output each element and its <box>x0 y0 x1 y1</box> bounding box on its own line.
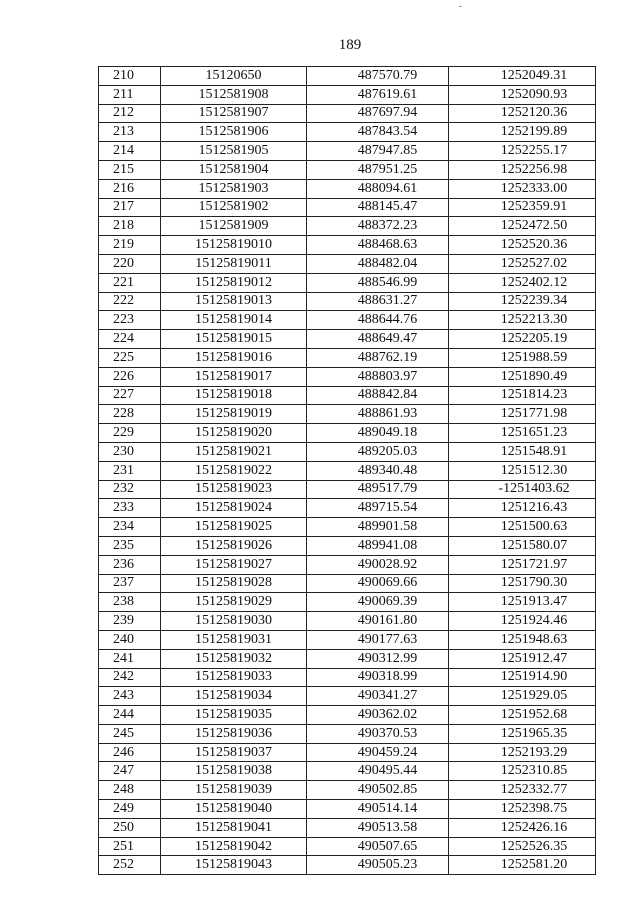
y-coordinate-cell: 1252520.36 <box>449 236 596 255</box>
point-id-cell: 15125819016 <box>161 348 307 367</box>
point-id-cell: 15125819017 <box>161 367 307 386</box>
y-coordinate-cell: 1251548.91 <box>449 442 596 461</box>
row-number-cell: 223 <box>99 311 161 330</box>
row-number-cell: 247 <box>99 762 161 781</box>
point-id-cell: 15125819029 <box>161 593 307 612</box>
x-coordinate-cell: 490495.44 <box>307 762 449 781</box>
row-number-cell: 236 <box>99 555 161 574</box>
point-id-cell: 15125819013 <box>161 292 307 311</box>
table-row <box>99 818 596 837</box>
row-number-cell: 243 <box>99 687 161 706</box>
y-coordinate-cell: 1252526.35 <box>449 837 596 856</box>
table-row <box>99 424 596 443</box>
table-row <box>99 781 596 800</box>
row-number-cell: 227 <box>99 386 161 405</box>
y-coordinate-cell: 1252090.93 <box>449 85 596 104</box>
x-coordinate-cell: 488372.23 <box>307 217 449 236</box>
row-number-cell: 244 <box>99 706 161 725</box>
point-id-cell: 15120650 <box>161 67 307 86</box>
x-coordinate-cell: 490502.85 <box>307 781 449 800</box>
point-id-cell: 15125819015 <box>161 330 307 349</box>
x-coordinate-cell: 489340.48 <box>307 461 449 480</box>
x-coordinate-cell: 490341.27 <box>307 687 449 706</box>
y-coordinate-cell: 1251948.63 <box>449 630 596 649</box>
y-coordinate-cell: 1252205.19 <box>449 330 596 349</box>
point-id-cell: 15125819041 <box>161 818 307 837</box>
y-coordinate-cell: 1251216.43 <box>449 499 596 518</box>
row-number-cell: 219 <box>99 236 161 255</box>
x-coordinate-cell: 490318.99 <box>307 668 449 687</box>
point-id-cell: 15125819037 <box>161 743 307 762</box>
point-id-cell: 15125819019 <box>161 405 307 424</box>
row-number-cell: 245 <box>99 724 161 743</box>
y-coordinate-cell: 1252120.36 <box>449 104 596 123</box>
point-id-cell: 1512581906 <box>161 123 307 142</box>
x-coordinate-cell: 490177.63 <box>307 630 449 649</box>
point-id-cell: 15125819028 <box>161 574 307 593</box>
scan-artifact <box>459 6 462 7</box>
y-coordinate-cell: 1252398.75 <box>449 800 596 819</box>
table-row <box>99 499 596 518</box>
row-number-cell: 211 <box>99 85 161 104</box>
x-coordinate-cell: 488861.93 <box>307 405 449 424</box>
table-row <box>99 386 596 405</box>
table-row <box>99 706 596 725</box>
table-row <box>99 67 596 86</box>
row-number-cell: 212 <box>99 104 161 123</box>
point-id-cell: 15125819014 <box>161 311 307 330</box>
x-coordinate-cell: 489715.54 <box>307 499 449 518</box>
y-coordinate-cell: 1251929.05 <box>449 687 596 706</box>
x-coordinate-cell: 490507.65 <box>307 837 449 856</box>
table-row <box>99 254 596 273</box>
table-row <box>99 518 596 537</box>
row-number-cell: 240 <box>99 630 161 649</box>
point-id-cell: 15125819024 <box>161 499 307 518</box>
table-row <box>99 442 596 461</box>
point-id-cell: 15125819011 <box>161 254 307 273</box>
table-row <box>99 480 596 499</box>
row-number-cell: 230 <box>99 442 161 461</box>
row-number-cell: 250 <box>99 818 161 837</box>
row-number-cell: 235 <box>99 536 161 555</box>
row-number-cell: 237 <box>99 574 161 593</box>
table-row <box>99 630 596 649</box>
table-row <box>99 837 596 856</box>
table-row <box>99 574 596 593</box>
y-coordinate-cell: 1251512.30 <box>449 461 596 480</box>
point-id-cell: 15125819035 <box>161 706 307 725</box>
x-coordinate-cell: 489517.79 <box>307 480 449 499</box>
point-id-cell: 1512581905 <box>161 142 307 161</box>
x-coordinate-cell: 489049.18 <box>307 424 449 443</box>
y-coordinate-cell: 1251965.35 <box>449 724 596 743</box>
table-row <box>99 273 596 292</box>
y-coordinate-cell: 1251790.30 <box>449 574 596 593</box>
point-id-cell: 15125819033 <box>161 668 307 687</box>
point-id-cell: 1512581909 <box>161 217 307 236</box>
row-number-cell: 241 <box>99 649 161 668</box>
table-row <box>99 405 596 424</box>
row-number-cell: 238 <box>99 593 161 612</box>
y-coordinate-cell: 1251988.59 <box>449 348 596 367</box>
table-row <box>99 104 596 123</box>
point-id-cell: 15125819010 <box>161 236 307 255</box>
x-coordinate-cell: 489205.03 <box>307 442 449 461</box>
table-row <box>99 292 596 311</box>
row-number-cell: 246 <box>99 743 161 762</box>
point-id-cell: 15125819020 <box>161 424 307 443</box>
x-coordinate-cell: 487951.25 <box>307 160 449 179</box>
point-id-cell: 1512581908 <box>161 85 307 104</box>
point-id-cell: 15125819043 <box>161 856 307 875</box>
y-coordinate-cell: 1252199.89 <box>449 123 596 142</box>
point-id-cell: 15125819039 <box>161 781 307 800</box>
y-coordinate-cell: 1252256.98 <box>449 160 596 179</box>
x-coordinate-cell: 490312.99 <box>307 649 449 668</box>
y-coordinate-cell: 1252239.34 <box>449 292 596 311</box>
x-coordinate-cell: 490069.39 <box>307 593 449 612</box>
row-number-cell: 239 <box>99 612 161 631</box>
y-coordinate-cell: 1251580.07 <box>449 536 596 555</box>
x-coordinate-cell: 487947.85 <box>307 142 449 161</box>
row-number-cell: 225 <box>99 348 161 367</box>
y-coordinate-cell: 1251952.68 <box>449 706 596 725</box>
row-number-cell: 231 <box>99 461 161 480</box>
point-id-cell: 15125819018 <box>161 386 307 405</box>
point-id-cell: 15125819040 <box>161 800 307 819</box>
row-number-cell: 234 <box>99 518 161 537</box>
x-coordinate-cell: 488803.97 <box>307 367 449 386</box>
x-coordinate-cell: 487570.79 <box>307 67 449 86</box>
x-coordinate-cell: 490362.02 <box>307 706 449 725</box>
y-coordinate-cell: 1251924.46 <box>449 612 596 631</box>
y-coordinate-cell: 1252255.17 <box>449 142 596 161</box>
y-coordinate-cell: 1252332.77 <box>449 781 596 800</box>
x-coordinate-cell: 487619.61 <box>307 85 449 104</box>
table-row <box>99 160 596 179</box>
row-number-cell: 252 <box>99 856 161 875</box>
y-coordinate-cell: 1251814.23 <box>449 386 596 405</box>
table-row <box>99 236 596 255</box>
point-id-cell: 15125819023 <box>161 480 307 499</box>
point-id-cell: 15125819027 <box>161 555 307 574</box>
table-row <box>99 800 596 819</box>
point-id-cell: 15125819022 <box>161 461 307 480</box>
table-row <box>99 85 596 104</box>
y-coordinate-cell: 1252527.02 <box>449 254 596 273</box>
x-coordinate-cell: 490459.24 <box>307 743 449 762</box>
x-coordinate-cell: 488649.47 <box>307 330 449 349</box>
x-coordinate-cell: 490370.53 <box>307 724 449 743</box>
point-id-cell: 1512581902 <box>161 198 307 217</box>
row-number-cell: 222 <box>99 292 161 311</box>
point-id-cell: 15125819042 <box>161 837 307 856</box>
table-row <box>99 762 596 781</box>
row-number-cell: 217 <box>99 198 161 217</box>
table-row <box>99 593 596 612</box>
table-row <box>99 856 596 875</box>
y-coordinate-cell: 1252359.91 <box>449 198 596 217</box>
point-id-cell: 15125819038 <box>161 762 307 781</box>
point-id-cell: 1512581904 <box>161 160 307 179</box>
x-coordinate-cell: 488094.61 <box>307 179 449 198</box>
y-coordinate-cell: 1252472.50 <box>449 217 596 236</box>
x-coordinate-cell: 488145.47 <box>307 198 449 217</box>
x-coordinate-cell: 488546.99 <box>307 273 449 292</box>
point-id-cell: 15125819030 <box>161 612 307 631</box>
coordinates-table-body <box>99 67 596 875</box>
x-coordinate-cell: 488468.63 <box>307 236 449 255</box>
y-coordinate-cell: 1252310.85 <box>449 762 596 781</box>
x-coordinate-cell: 488842.84 <box>307 386 449 405</box>
row-number-cell: 214 <box>99 142 161 161</box>
point-id-cell: 15125819032 <box>161 649 307 668</box>
row-number-cell: 251 <box>99 837 161 856</box>
row-number-cell: 228 <box>99 405 161 424</box>
table-row <box>99 687 596 706</box>
table-row <box>99 217 596 236</box>
y-coordinate-cell: 1251771.98 <box>449 405 596 424</box>
row-number-cell: 220 <box>99 254 161 273</box>
point-id-cell: 1512581907 <box>161 104 307 123</box>
point-id-cell: 15125819021 <box>161 442 307 461</box>
point-id-cell: 15125819026 <box>161 536 307 555</box>
row-number-cell: 249 <box>99 800 161 819</box>
table-row <box>99 142 596 161</box>
x-coordinate-cell: 488644.76 <box>307 311 449 330</box>
table-row <box>99 198 596 217</box>
row-number-cell: 248 <box>99 781 161 800</box>
x-coordinate-cell: 490514.14 <box>307 800 449 819</box>
table-row <box>99 649 596 668</box>
row-number-cell: 215 <box>99 160 161 179</box>
row-number-cell: 233 <box>99 499 161 518</box>
x-coordinate-cell: 490028.92 <box>307 555 449 574</box>
table-row <box>99 743 596 762</box>
x-coordinate-cell: 489901.58 <box>307 518 449 537</box>
y-coordinate-cell: 1252581.20 <box>449 856 596 875</box>
row-number-cell: 210 <box>99 67 161 86</box>
x-coordinate-cell: 488762.19 <box>307 348 449 367</box>
x-coordinate-cell: 487697.94 <box>307 104 449 123</box>
table-row <box>99 724 596 743</box>
y-coordinate-cell: 1251721.97 <box>449 555 596 574</box>
y-coordinate-cell: 1252333.00 <box>449 179 596 198</box>
row-number-cell: 224 <box>99 330 161 349</box>
point-id-cell: 15125819031 <box>161 630 307 649</box>
row-number-cell: 218 <box>99 217 161 236</box>
point-id-cell: 15125819036 <box>161 724 307 743</box>
page-number: 189 <box>338 37 362 53</box>
y-coordinate-cell: 1252049.31 <box>449 67 596 86</box>
y-coordinate-cell: 1251912.47 <box>449 649 596 668</box>
table-row <box>99 668 596 687</box>
table-row <box>99 123 596 142</box>
coordinates-table <box>98 66 596 875</box>
table-row <box>99 367 596 386</box>
row-number-cell: 242 <box>99 668 161 687</box>
y-coordinate-cell: 1252426.16 <box>449 818 596 837</box>
point-id-cell: 15125819034 <box>161 687 307 706</box>
y-coordinate-cell: 1251651.23 <box>449 424 596 443</box>
table-row <box>99 536 596 555</box>
x-coordinate-cell: 490161.80 <box>307 612 449 631</box>
table-row <box>99 612 596 631</box>
table-row <box>99 555 596 574</box>
row-number-cell: 229 <box>99 424 161 443</box>
y-coordinate-cell: 1252193.29 <box>449 743 596 762</box>
point-id-cell: 1512581903 <box>161 179 307 198</box>
x-coordinate-cell: 488482.04 <box>307 254 449 273</box>
point-id-cell: 15125819012 <box>161 273 307 292</box>
row-number-cell: 232 <box>99 480 161 499</box>
row-number-cell: 221 <box>99 273 161 292</box>
y-coordinate-cell: 1251890.49 <box>449 367 596 386</box>
y-coordinate-cell: 1252402.12 <box>449 273 596 292</box>
table-row <box>99 330 596 349</box>
table-row <box>99 348 596 367</box>
y-coordinate-cell: 1252213.30 <box>449 311 596 330</box>
x-coordinate-cell: 488631.27 <box>307 292 449 311</box>
table-row <box>99 461 596 480</box>
table-row <box>99 179 596 198</box>
y-coordinate-cell: -1251403.62 <box>449 480 596 499</box>
table-row <box>99 311 596 330</box>
x-coordinate-cell: 490505.23 <box>307 856 449 875</box>
y-coordinate-cell: 1251500.63 <box>449 518 596 537</box>
row-number-cell: 216 <box>99 179 161 198</box>
row-number-cell: 226 <box>99 367 161 386</box>
x-coordinate-cell: 490069.66 <box>307 574 449 593</box>
row-number-cell: 213 <box>99 123 161 142</box>
point-id-cell: 15125819025 <box>161 518 307 537</box>
y-coordinate-cell: 1251913.47 <box>449 593 596 612</box>
y-coordinate-cell: 1251914.90 <box>449 668 596 687</box>
x-coordinate-cell: 487843.54 <box>307 123 449 142</box>
x-coordinate-cell: 489941.08 <box>307 536 449 555</box>
x-coordinate-cell: 490513.58 <box>307 818 449 837</box>
